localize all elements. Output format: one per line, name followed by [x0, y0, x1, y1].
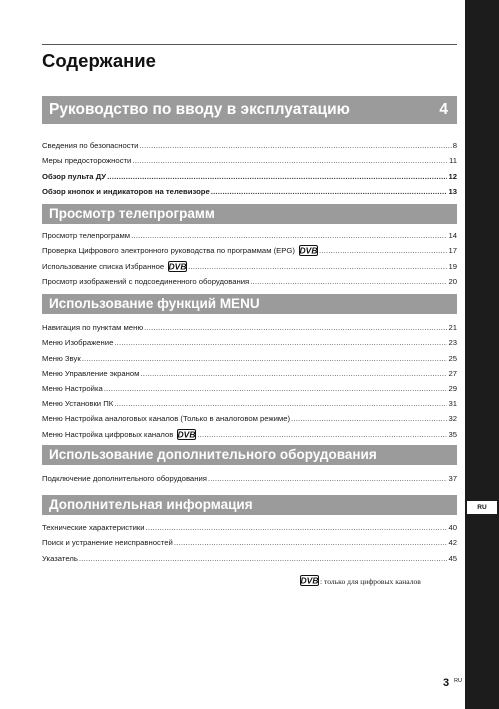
toc-entry-title: Технические характеристики	[42, 523, 145, 533]
toc-entry-page: 19	[448, 261, 457, 271]
toc-entry[interactable]	[42, 226, 457, 241]
dot-leader	[132, 156, 448, 166]
dot-leader	[131, 231, 447, 241]
dot-leader	[139, 141, 451, 151]
toc-entry-page: 14	[448, 231, 457, 241]
toc-entry-title: Меры предосторожности	[42, 156, 132, 166]
page-title: Содержание	[42, 50, 156, 71]
dot-leader	[114, 338, 447, 348]
toc-entry-page: 29	[448, 383, 457, 393]
toc-entry-title: Поиск и устранение неисправностей	[42, 538, 173, 548]
toc-entry-page: 45	[448, 553, 457, 563]
section-heading-label: Использование дополнительного оборудования	[49, 447, 377, 462]
dvb-logo-text: DVB	[168, 261, 187, 272]
toc-entry-title: Меню Настройка цифровых каналов	[42, 429, 174, 439]
section-heading-setup[interactable]	[42, 96, 457, 124]
toc-entry-title: Использование списка Избранное	[42, 261, 165, 271]
dot-leader	[250, 277, 447, 287]
section-heading-label: Дополнительная информация	[49, 497, 253, 512]
dot-leader	[188, 262, 447, 272]
toc-entry[interactable]	[42, 182, 457, 197]
toc-entry[interactable]	[42, 424, 457, 439]
toc-entry-page: 37	[448, 474, 457, 484]
dot-leader	[319, 246, 447, 256]
dot-leader	[144, 323, 447, 333]
toc-entry[interactable]	[42, 151, 457, 166]
section-heading-label: Использование функций MENU	[49, 296, 260, 311]
dvb-logo-icon	[299, 245, 318, 256]
toc-entry[interactable]	[42, 533, 457, 548]
toc-entry-title: Указатель	[42, 553, 78, 563]
toc-entry-title: Меню Установки ПК	[42, 399, 114, 409]
toc-entry[interactable]	[42, 256, 457, 271]
toc-entry-title: Проверка Цифрового электронного руководства по программам (EPG)	[42, 246, 295, 256]
toc-entry[interactable]	[42, 166, 457, 181]
section-heading-additional-info[interactable]	[42, 495, 457, 515]
dvb-logo-icon	[177, 429, 196, 440]
toc-entry[interactable]	[42, 364, 457, 379]
toc-entry-page: 17	[448, 246, 457, 256]
dot-leader	[211, 187, 448, 197]
toc-entry-page: 35	[448, 429, 457, 439]
dot-leader	[82, 354, 448, 364]
toc-entry-title: Подключение дополнительного оборудования	[42, 474, 207, 484]
dot-leader	[114, 399, 447, 409]
toc-entry-page: 21	[448, 323, 457, 333]
toc-entry-page: 13	[448, 186, 457, 196]
toc-entry-title: Сведения по безопасности	[42, 141, 139, 151]
toc-entry[interactable]	[42, 333, 457, 348]
section-heading-page: 4	[439, 101, 448, 118]
toc-list-setup	[42, 136, 457, 197]
toc-entry[interactable]	[42, 379, 457, 394]
toc-entry-title: Меню Изображение	[42, 338, 114, 348]
dvb-footnote-text: : только для цифровых каналов	[320, 577, 421, 586]
dvb-logo-text: DVB	[300, 575, 319, 586]
toc-entry-page: 11	[449, 156, 457, 166]
toc-list-menu-functions	[42, 318, 457, 440]
toc-entry-title: Меню Звук	[42, 353, 81, 363]
dot-leader	[174, 538, 448, 548]
dot-leader	[197, 430, 447, 440]
toc-entry-page: 23	[448, 338, 457, 348]
toc-entry-page: 12	[448, 171, 457, 181]
section-heading-label: Просмотр телепрограмм	[49, 206, 215, 221]
toc-entry[interactable]	[42, 348, 457, 363]
top-rule	[42, 44, 457, 45]
toc-entry-page: 8	[452, 141, 457, 151]
toc-entry-title: Обзор кнопок и индикаторов на телевизоре	[42, 186, 210, 196]
toc-entry[interactable]	[42, 518, 457, 533]
language-marker: RU	[467, 501, 497, 514]
section-heading-watching-tv[interactable]	[42, 204, 457, 224]
toc-entry-title: Обзор пульта ДУ	[42, 171, 107, 181]
dot-leader	[140, 369, 447, 379]
toc-entry[interactable]	[42, 272, 457, 287]
toc-list-additional-info	[42, 518, 457, 564]
toc-entry[interactable]	[42, 394, 457, 409]
dot-leader	[146, 523, 448, 533]
toc-entry[interactable]	[42, 548, 457, 563]
toc-entry-title: Меню Настройка аналоговых каналов (Только в аналоговом режиме)	[42, 414, 291, 424]
toc-entry-title: Меню Управление экраном	[42, 368, 140, 378]
toc-entry-title: Навигация по пунктам меню	[42, 323, 144, 333]
toc-entry[interactable]	[42, 409, 457, 424]
toc-entry[interactable]	[42, 241, 457, 256]
section-heading-label: Руководство по вводу в эксплуатацию	[49, 101, 350, 118]
toc-entry-title: Меню Настройка	[42, 383, 103, 393]
dot-leader	[291, 414, 447, 424]
toc-entry[interactable]	[42, 136, 457, 151]
toc-list-watching-tv	[42, 226, 457, 287]
toc-entry-page: 25	[448, 353, 457, 363]
dot-leader	[104, 384, 448, 394]
side-language-tab	[465, 0, 499, 709]
toc-entry[interactable]	[42, 469, 457, 484]
toc-entry-page: 27	[448, 368, 457, 378]
dot-leader	[107, 172, 447, 182]
dot-leader	[208, 474, 448, 484]
toc-entry-page: 40	[448, 523, 457, 533]
section-heading-optional-equipment[interactable]	[42, 445, 457, 465]
toc-entry-page: 20	[448, 276, 457, 286]
toc-list-optional-equipment	[42, 469, 457, 484]
toc-entry[interactable]	[42, 318, 457, 333]
section-heading-menu-functions[interactable]	[42, 294, 457, 314]
dvb-logo-icon	[300, 575, 319, 586]
toc-entry-page: 31	[448, 399, 457, 409]
dvb-logo-icon	[168, 261, 187, 272]
dvb-logo-text: DVB	[177, 429, 196, 440]
toc-entry-title: Просмотр телепрограмм	[42, 231, 131, 241]
page-number-suffix: RU	[454, 678, 462, 684]
dvb-footnote	[300, 575, 421, 586]
toc-entry-page: 32	[448, 414, 457, 424]
toc-entry-title: Просмотр изображений с подсоединенного оборудования	[42, 276, 250, 286]
dvb-logo-text: DVB	[299, 245, 318, 256]
dot-leader	[79, 554, 448, 564]
toc-entry-page: 42	[448, 538, 457, 548]
page-number: 3	[443, 677, 450, 689]
